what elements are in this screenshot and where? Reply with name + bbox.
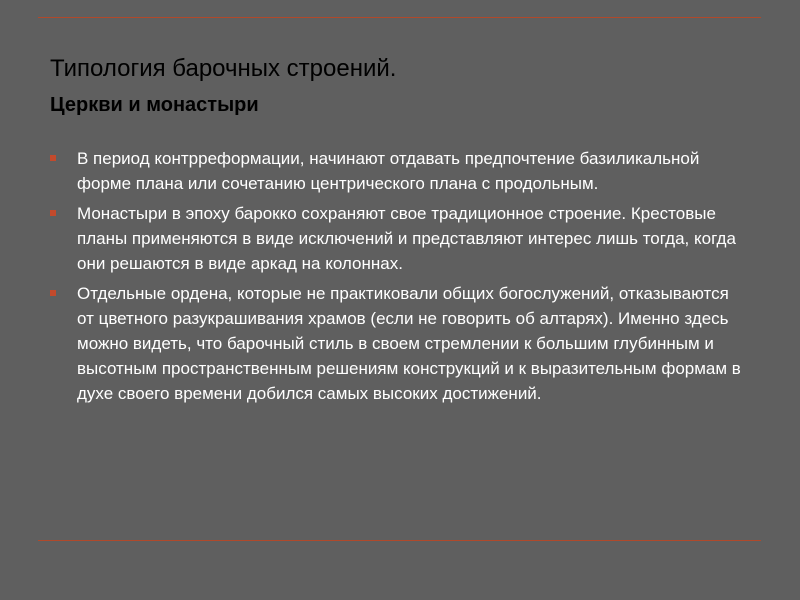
bullet-text: Монастыри в эпоху барокко сохраняют свое традиционное строение. Крестовые планы применяются в виде исключений и представляют интерес лишь тогда, когда они решаются в виде аркад на колоннах. — [77, 204, 736, 273]
bullet-item — [50, 201, 750, 276]
top-divider — [38, 17, 761, 18]
title-line-1: Типология барочных строений. — [50, 55, 397, 82]
title-line-2: Церкви и монастыри — [50, 94, 259, 116]
bullet-list — [50, 146, 750, 411]
square-bullet-icon — [50, 290, 56, 296]
square-bullet-icon — [50, 210, 56, 216]
bullet-item — [50, 281, 750, 406]
square-bullet-icon — [50, 155, 56, 161]
slide-title — [50, 54, 750, 120]
bullet-item — [50, 146, 750, 196]
bullet-text: В период контрреформации, начинают отдавать предпочтение базиликальной форме плана или сочетанию центрического плана с продольным. — [77, 149, 700, 193]
bottom-divider — [38, 540, 761, 541]
bullet-text: Отдельные ордена, которые не практиковали общих богослужений, отказываются от цветного разукрашивания храмов (если не говорить об алтарях). Именно здесь можно видеть, что барочный стиль в своем стремлении к большим глубинным и высотным пространственным решениям конструкций и к выразительным формам в духе своего времени добился самых высоких достижений. — [77, 284, 741, 403]
